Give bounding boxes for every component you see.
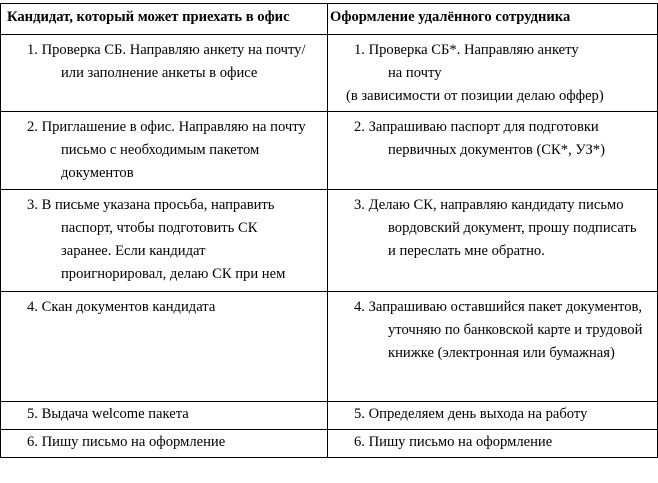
office-step-cell [1, 292, 328, 402]
remote-step-cell [328, 190, 658, 292]
table-row [1, 402, 658, 430]
remote-step-6: 6. Пишу письмо на оформление [354, 434, 553, 450]
remote-step-cell [328, 112, 658, 190]
remote-step-cell [328, 292, 658, 402]
header-remote-employee: Оформление удалённого сотрудника [328, 4, 658, 35]
office-step-cell [1, 402, 328, 430]
table-row [1, 190, 658, 292]
remote-step-1: 1. Проверка СБ*. Направляю анкету на почту [354, 42, 579, 81]
remote-step-2: 2. Запрашиваю паспорт для подготовки первичных документов (СК*, УЗ*) [354, 119, 605, 158]
table-row [1, 112, 658, 190]
office-step-cell [1, 112, 328, 190]
remote-step-5: 5. Определяем день выхода на работу [354, 406, 588, 422]
table-header-row [1, 4, 658, 35]
office-step-3: 3. В письме указана просьба, направить паспорт, чтобы подготовить СК заранее. Если кандидат проигнорировал, делаю СК при нем [27, 197, 286, 282]
office-step-1: 1. Проверка СБ. Направляю анкету на почту/или заполнение анкеты в офисе [27, 42, 306, 81]
table-row [1, 35, 658, 112]
remote-step-1-note: (в зависимости от позиции делаю оффер) [346, 88, 604, 104]
table-row [1, 430, 658, 458]
office-step-cell [1, 430, 328, 458]
table-row [1, 292, 658, 402]
office-step-cell [1, 35, 328, 112]
office-step-cell [1, 190, 328, 292]
office-step-5: 5. Выдача welcome пакета [27, 406, 189, 422]
office-step-4: 4. Скан документов кандидата [27, 299, 216, 315]
remote-step-4: 4. Запрашиваю оставшийся пакет документов, уточняю по банковской карте и трудовой книжке (электронная или бумажная) [354, 299, 643, 361]
remote-step-cell [328, 430, 658, 458]
onboarding-comparison-table [0, 3, 658, 458]
remote-step-cell [328, 402, 658, 430]
remote-step-cell [328, 35, 658, 112]
office-step-6: 6. Пишу письмо на оформление [27, 434, 226, 450]
header-office-candidate: Кандидат, который может приехать в офис [1, 4, 328, 35]
remote-step-3: 3. Делаю СК, направляю кандидату письмо вордовский документ, прошу подписать и переслать мне обратно. [354, 197, 637, 259]
office-step-2: 2. Приглашение в офис. Направляю на почту письмо с необходимым пакетом документов [27, 119, 306, 181]
